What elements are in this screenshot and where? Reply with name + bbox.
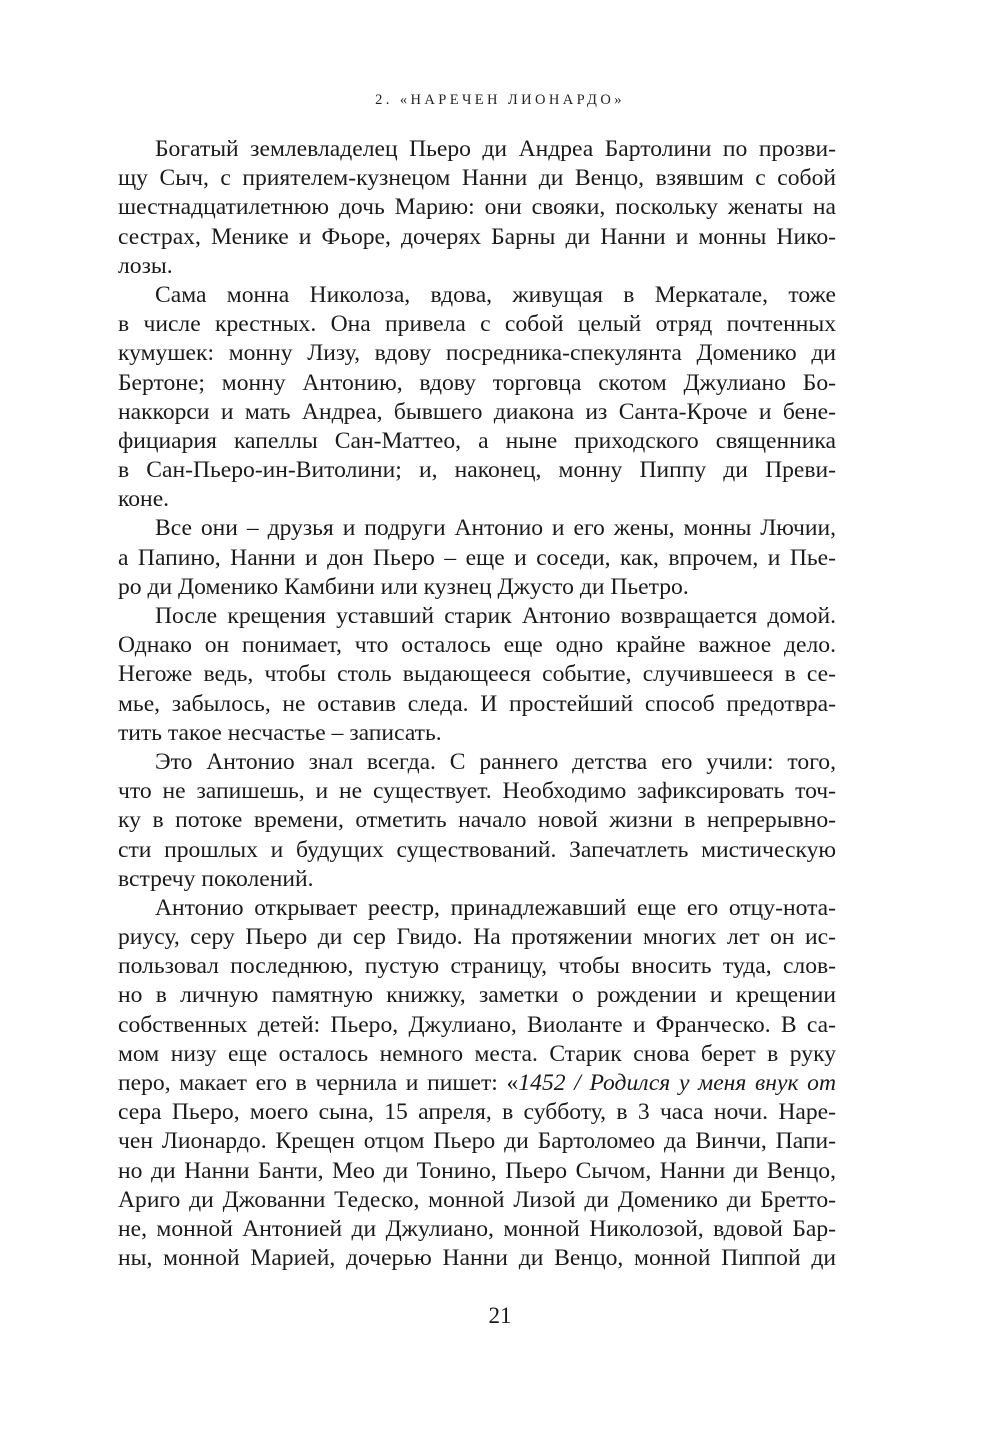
quote-line: Ариго ди Джованни Тедеско, монной Лизой ди Доменико ди Бретто- xyxy=(118,1186,836,1213)
text-line: наккорси и мать Андреа, бывшего диакона из Санта-Кроче и бене- xyxy=(118,398,836,425)
text-line: фициария капеллы Сан-Маттео, а ныне приходского священника xyxy=(118,427,836,454)
quote-line: чен Лионардо. Крещен отцом Пьеро ди Бартоломео да Винчи, Папи- xyxy=(118,1128,836,1155)
text-line: шестнадцатилетнюю дочь Марию: они свояки, поскольку женаты на xyxy=(118,194,836,221)
quote-line: не, монной Антонией ди Джулиано, монной Николозой, вдовой Бар- xyxy=(118,1215,836,1242)
text-line: Антонио открывает реестр, принадлежавший еще его отцу-нота- xyxy=(155,894,836,921)
quote-italic-start: 1452 / Родился у меня внук от xyxy=(518,1070,837,1096)
text-line: в числе крестных. Она привела с собой целый отряд почтенных xyxy=(118,311,836,338)
text-line: ро ди Доменико Камбини или кузнец Джусто ди Пьетро. xyxy=(118,573,689,600)
text-line: Сама монна Николоза, вдова, живущая в Меркатале, тоже xyxy=(155,281,836,308)
text-line: После крещения уставший старик Антонио возвращается домой. xyxy=(155,603,836,629)
text-line: Негоже ведь, чтобы столь выдающееся событие, случившееся в се- xyxy=(118,661,836,688)
text-line: сестрах, Менике и Фьоре, дочерях Барны ди Нанни и монны Нико- xyxy=(118,223,836,250)
quote-line: но ди Нанни Банти, Мео ди Тонино, Пьеро Сычом, Нанни ди Венцо, xyxy=(118,1157,836,1184)
text-line: тить такое несчастье – записать. xyxy=(118,719,442,746)
quote-intro: перо, макает его в чернила и пишет: « xyxy=(118,1070,519,1096)
text-line: коне. xyxy=(118,486,170,513)
text-line: что не запишешь, и не существует. Необходимо зафиксировать точ- xyxy=(118,778,836,805)
text-line: сти прошлых и будущих существований. Запечатлеть мистическую xyxy=(118,836,836,863)
page-number: 21 xyxy=(488,1303,512,1328)
quote-line: сера Пьеро, моего сына, 15 апреля, в субботу, в 3 часа ночи. Наре- xyxy=(118,1099,836,1126)
text-line: встречу поколений. xyxy=(118,865,314,892)
text-line: Богатый землевладелец Пьеро ди Андреа Бартолини по прозви- xyxy=(155,136,836,162)
text-line: Это Антонио знал всегда. С раннего детства его учили: того, xyxy=(155,748,836,775)
text-line: мом низу еще осталось немного места. Старик снова берет в руку xyxy=(118,1040,836,1067)
running-head: 2. «НАРЕЧЕН ЛИОНАРДО» xyxy=(375,92,625,108)
text-line: собственных детей: Пьеро, Джулиано, Виоланте и Франческо. В са- xyxy=(118,1011,836,1038)
text-line: риусу, серу Пьеро ди сер Гвидо. На протяжении многих лет он ис- xyxy=(118,924,836,951)
body-text xyxy=(118,135,836,1273)
text-line: в Сан-Пьеро-ин-Витолини; и, наконец, монну Пиппу ди Преви- xyxy=(118,457,836,484)
text-line: кумушек: монну Лизу, вдову посредника-спекулянта Доменико ди xyxy=(118,340,836,367)
text-line: но в личную памятную книжку, заметки о рождении и крещении xyxy=(118,982,836,1009)
text-line: Однако он понимает, что осталось еще одно крайне важное дело. xyxy=(118,632,836,659)
text-line: пользовал последнюю, пустую страницу, чтобы вносить туда, слов- xyxy=(118,953,836,980)
text-line-mixed xyxy=(118,1069,836,1098)
quote-line: ны, монной Марией, дочерью Нанни ди Венцо, монной Пиппой ди xyxy=(118,1245,836,1272)
text-line: щу Сыч, с приятелем-кузнецом Нанни ди Венцо, взявшим с собой xyxy=(118,165,836,192)
text-line: мье, забылось, не оставив следа. И простейший способ предотвра- xyxy=(118,690,836,717)
text-line: ку в потоке времени, отметить начало новой жизни в непрерывно- xyxy=(118,807,836,834)
text-line: Все они – друзья и подруги Антонио и его жены, монны Лючии, xyxy=(155,515,836,542)
text-line: а Папино, Нанни и дон Пьеро – еще и соседи, как, впрочем, и Пье- xyxy=(118,544,836,571)
text-line: Бертоне; монну Антонию, вдову торговца скотом Джулиано Бо- xyxy=(118,369,836,396)
text-line: лозы. xyxy=(118,252,173,279)
